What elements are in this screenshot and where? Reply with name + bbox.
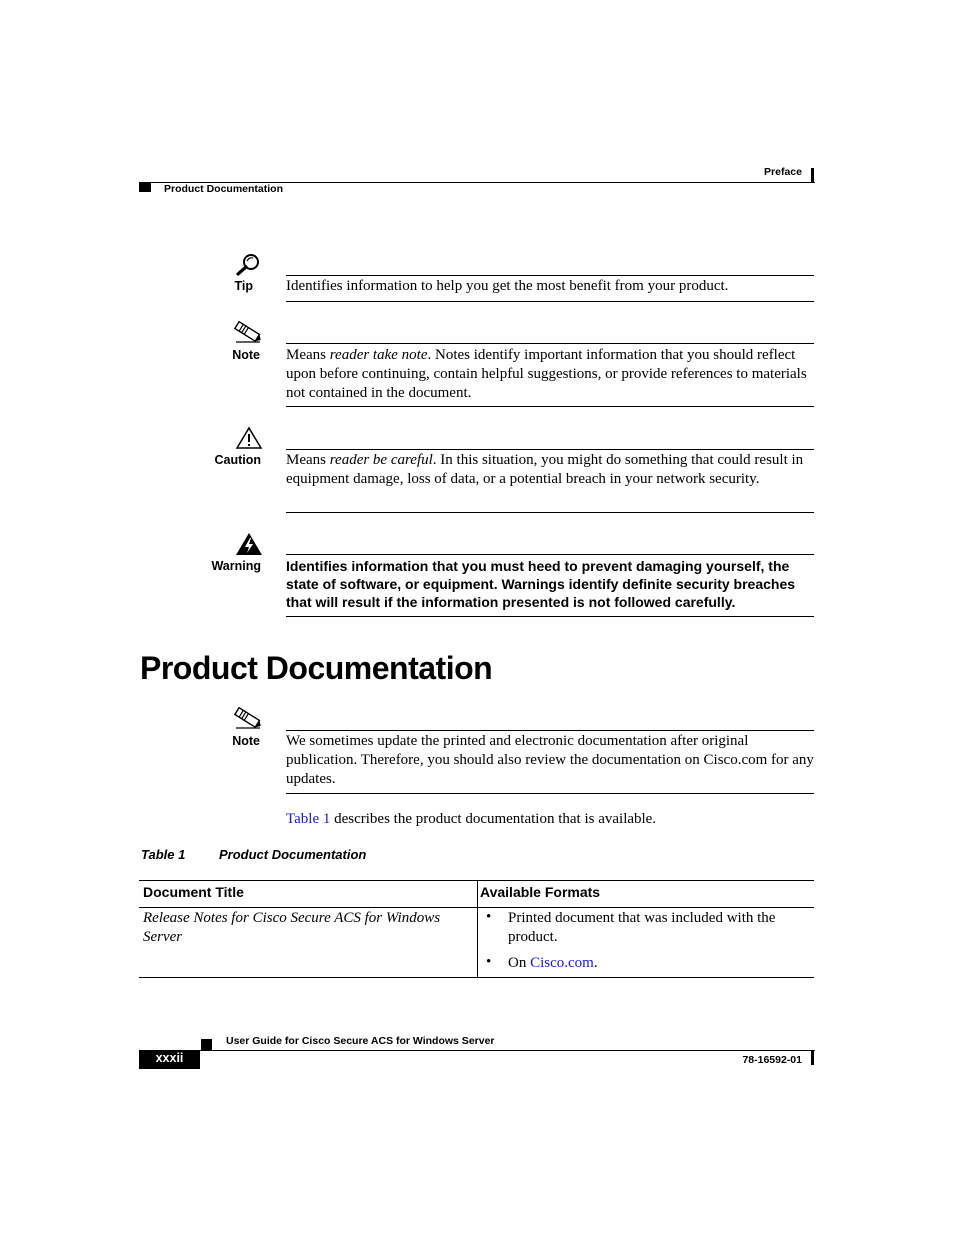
bullet-icon: • <box>486 909 492 925</box>
tip-rule-bottom <box>286 301 814 302</box>
caution-text-pre: Means <box>286 452 330 468</box>
section-note-text: We sometimes update the printed and electronic documentation after original publication. Therefore, you should also review the documentation on Cisco.com for any updates. <box>286 733 814 787</box>
caution-label: Caution <box>214 453 261 467</box>
caution-triangle-icon <box>235 426 263 450</box>
table-intro <box>286 810 814 829</box>
warning-label: Warning <box>211 559 261 573</box>
section-note-rule-bottom <box>286 793 814 794</box>
section-title: Product Documentation <box>140 650 493 686</box>
header-section: Product Documentation <box>164 183 284 195</box>
note-rule-top <box>286 343 814 344</box>
footer-bar <box>811 1050 814 1065</box>
caution-text <box>286 451 814 489</box>
pencil-note-icon <box>234 706 262 730</box>
caution-rule-bottom <box>286 512 814 513</box>
tip-label: Tip <box>234 279 253 293</box>
table-format-item-2 <box>508 954 808 973</box>
table-caption-number: Table 1 <box>141 847 186 862</box>
bullet-icon: • <box>486 954 492 970</box>
note-text <box>286 346 814 403</box>
caution-text-emphasis: reader be careful <box>329 452 433 468</box>
table-caption <box>141 847 366 862</box>
cisco-com-link[interactable]: Cisco.com <box>530 955 594 971</box>
footer-doc-number: 78-16592-01 <box>742 1054 802 1066</box>
note-rule-bottom <box>286 406 814 407</box>
table-header-document-title: Document Title <box>143 884 244 900</box>
header-square <box>139 182 151 192</box>
table-row-document-title: Release Notes for Cisco Secure ACS for Windows Server <box>143 910 441 945</box>
header-bar <box>811 168 814 183</box>
tip-text: Identifies information to help you get the most benefit from your product. <box>286 278 729 294</box>
table-rule-bottom <box>139 977 814 978</box>
warning-lightning-icon <box>235 532 263 556</box>
note-label: Note <box>232 348 260 362</box>
table-column-divider <box>477 880 478 978</box>
note-text-post: . Notes identify important information that you should reflect upon before continuing, contain helpful suggestions, or provide references to materials not contained in the document. <box>286 347 807 401</box>
note-text-emphasis: reader take note <box>329 347 428 363</box>
note-text-pre: Means <box>286 347 330 363</box>
table-caption-title: Product Documentation <box>219 847 367 862</box>
table-header-available-formats: Available Formats <box>480 884 601 900</box>
tip-rule-top <box>286 275 814 276</box>
footer-rule <box>139 1050 815 1051</box>
warning-rule-bottom <box>286 616 814 617</box>
warning-rule-top <box>286 554 814 555</box>
section-note-rule-top <box>286 730 814 731</box>
table-intro-rest: describes the product documentation that is available. <box>330 811 657 827</box>
table-1-link[interactable]: Table 1 <box>286 811 331 827</box>
caution-text-post: . In this situation, you might do something that could result in equipment damage, loss of data, or a potential breach in your network security. <box>286 452 804 487</box>
warning-text: Identifies information that you must heed to prevent damaging yourself, the state of software, or equipment. Warnings identify definite security breaches that will result if the information presented is not followed carefully. <box>286 558 796 610</box>
footer-square <box>201 1039 212 1050</box>
section-note-label: Note <box>232 734 260 748</box>
pencil-note-icon <box>234 320 262 344</box>
header-chapter: Preface <box>764 166 802 178</box>
footer-page-number: xxxii <box>155 1051 184 1065</box>
footer-guide-title: User Guide for Cisco Secure ACS for Windows Server <box>226 1035 495 1047</box>
table-format-item-1: Printed document that was included with the product. <box>508 910 776 945</box>
format-item-2-pre: On <box>508 955 531 971</box>
magnifier-icon <box>236 252 262 276</box>
caution-rule-top <box>286 449 814 450</box>
format-item-2-post: . <box>593 955 598 971</box>
